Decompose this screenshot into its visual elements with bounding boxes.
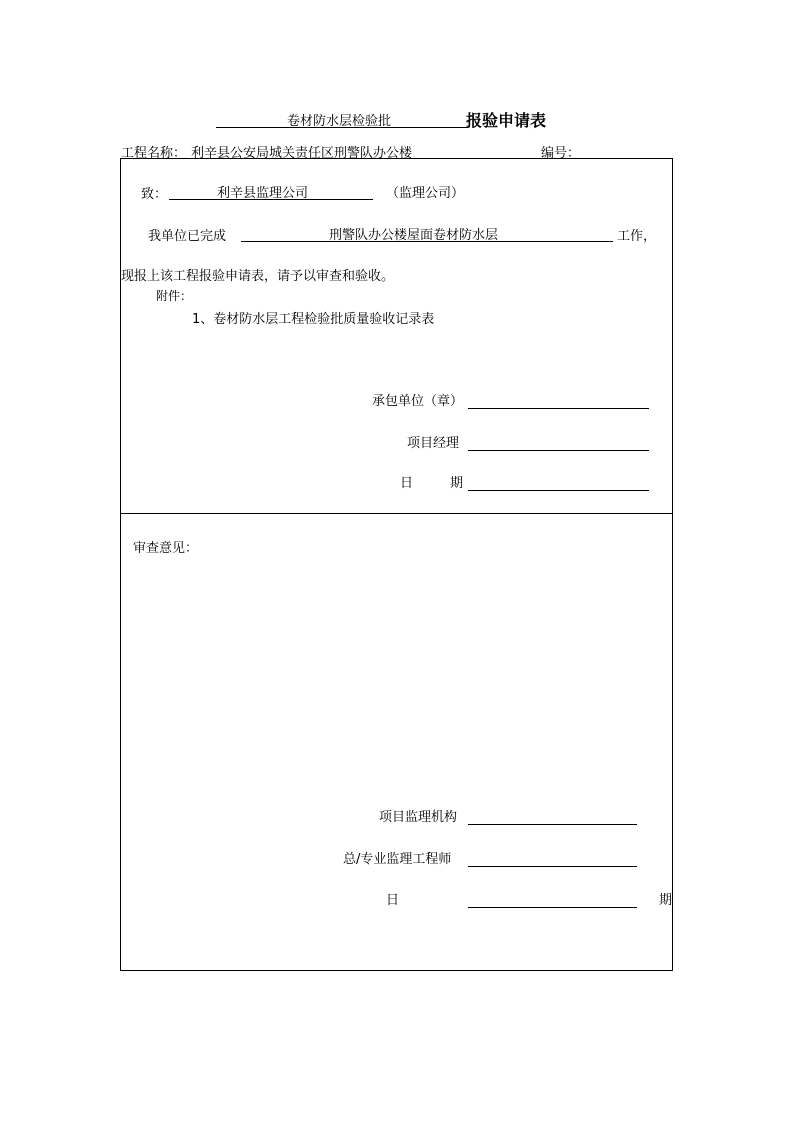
attachment-item: 1、卷材防水层工程检验批质量验收记录表 — [192, 312, 435, 327]
review-date-label-right: 期 — [659, 893, 673, 908]
completed-suffix: 工作， — [617, 229, 657, 244]
supervisor-org-label: 项目监理机构 — [379, 810, 458, 825]
to-underline — [169, 199, 373, 200]
review-date-underline — [468, 907, 637, 908]
request-text: 现报上该工程报验申请表，请予以审查和验收。 — [121, 269, 395, 284]
form-title: 报验申请表 — [466, 111, 547, 130]
completed-prefix: 我单位已完成 — [148, 229, 227, 244]
application-section — [120, 158, 673, 514]
review-date-label-left: 日 — [386, 893, 400, 908]
project-label: 工程名称： — [121, 146, 187, 161]
supervisor-org-underline — [468, 824, 637, 825]
date-label-right: 期 — [450, 476, 464, 491]
project-name: 利辛县公安局城关责任区刑警队办公楼 — [191, 146, 413, 161]
number-label: 编号： — [541, 146, 581, 161]
completed-work: 刑警队办公楼屋面卷材防水层 — [329, 228, 499, 243]
form-subject-underline — [216, 127, 468, 128]
date-underline — [468, 490, 649, 491]
manager-label: 项目经理 — [407, 436, 460, 451]
opinion-label: 审查意见： — [133, 541, 199, 556]
form-subject: 卷材防水层检验批 — [287, 114, 392, 129]
completed-underline — [241, 241, 613, 242]
contractor-underline — [468, 408, 649, 409]
chief-engineer-underline — [468, 866, 637, 867]
contractor-label: 承包单位（章） — [372, 394, 464, 409]
chief-engineer-label: 总/专业监理工程师 — [343, 852, 452, 867]
to-value: 利辛县监理公司 — [217, 186, 309, 201]
date-label-left: 日 — [400, 476, 414, 491]
manager-underline — [468, 450, 649, 451]
to-suffix: （监理公司） — [386, 186, 465, 201]
to-label: 致： — [141, 187, 168, 202]
attachment-label: 附件： — [156, 289, 193, 303]
